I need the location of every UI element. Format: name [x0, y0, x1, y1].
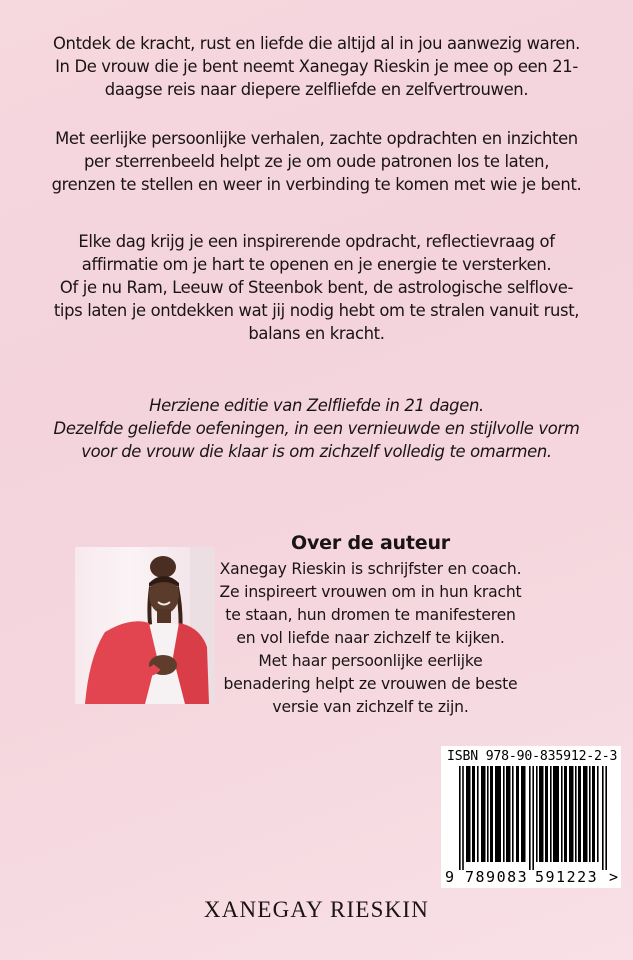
author-portrait-icon	[75, 547, 215, 704]
about-author-title: Over de auteur	[291, 532, 450, 554]
author-name: XANEGAY RIESKIN	[203, 897, 430, 922]
text-line: Ontdek de kracht, rust en liefde die altijd al in jou aanwezig waren.	[52, 34, 580, 53]
author-photo	[75, 547, 215, 704]
daily-paragraph	[30, 230, 603, 345]
text-line: Ze inspireert vrouwen om in hun kracht	[219, 583, 522, 601]
text-line: versie van zichzelf te zijn.	[272, 698, 469, 716]
text-line: balans en kracht.	[248, 324, 385, 343]
text-line: grenzen te stellen en weer in verbinding te komen met wie je bent.	[51, 175, 582, 194]
text-line: Xanegay Rieskin is schrijfster en coach.	[219, 560, 522, 578]
barcode-digits	[441, 868, 621, 886]
text-line: te staan, hun dromen te manifesteren	[225, 606, 516, 624]
barcode-digits-left: 789083	[465, 868, 529, 886]
text-line: Met haar persoonlijke eerlijke	[258, 652, 483, 670]
edition-note	[30, 394, 603, 463]
text-line: Elke dag krijg je een inspirerende opdracht, reflectievraag of	[78, 232, 555, 251]
stories-paragraph	[30, 127, 603, 196]
text-line: en vol liefde naar zichzelf te kijken.	[236, 629, 505, 647]
text-line: Met eerlijke persoonlijke verhalen, zachte opdrachten en inzichten	[55, 129, 578, 148]
text-line: Herziene editie van Zelfliefde in 21 dagen.	[149, 396, 484, 415]
barcode-digits-right: 591223	[535, 868, 599, 886]
text-line: voor de vrouw die klaar is om zichzelf volledig te omarmen.	[81, 442, 552, 461]
barcode-digit-end: >	[609, 868, 619, 886]
text-line: benadering helpt ze vrouwen de beste	[223, 675, 518, 693]
text-line: Dezelfde geliefde oefeningen, in een vernieuwde en stijlvolle vorm	[53, 419, 580, 438]
intro-paragraph	[30, 32, 603, 101]
text-line: per sterrenbeeld helpt ze je om oude patronen los te laten,	[83, 152, 550, 171]
text-line: In De vrouw die je bent neemt Xanegay Rieskin je mee op een 21-	[55, 57, 578, 76]
text-line: daagse reis naar diepere zelfliefde en zelfvertrouwen.	[104, 80, 529, 99]
isbn-label: ISBN 978-90-835912-2-3	[447, 749, 618, 764]
text-line: Of je nu Ram, Leeuw of Steenbok bent, de astrologische selflove-	[59, 278, 574, 297]
barcode-digit-first: 9	[445, 868, 455, 886]
about-author-text	[218, 558, 523, 719]
text-line: affirmatie om je hart te openen en je energie te versterken.	[81, 255, 552, 274]
text-line: tips laten je ontdekken wat jij nodig hebt om te stralen vanuit rust,	[53, 301, 580, 320]
isbn-barcode	[441, 746, 621, 888]
barcode-icon	[459, 766, 609, 870]
